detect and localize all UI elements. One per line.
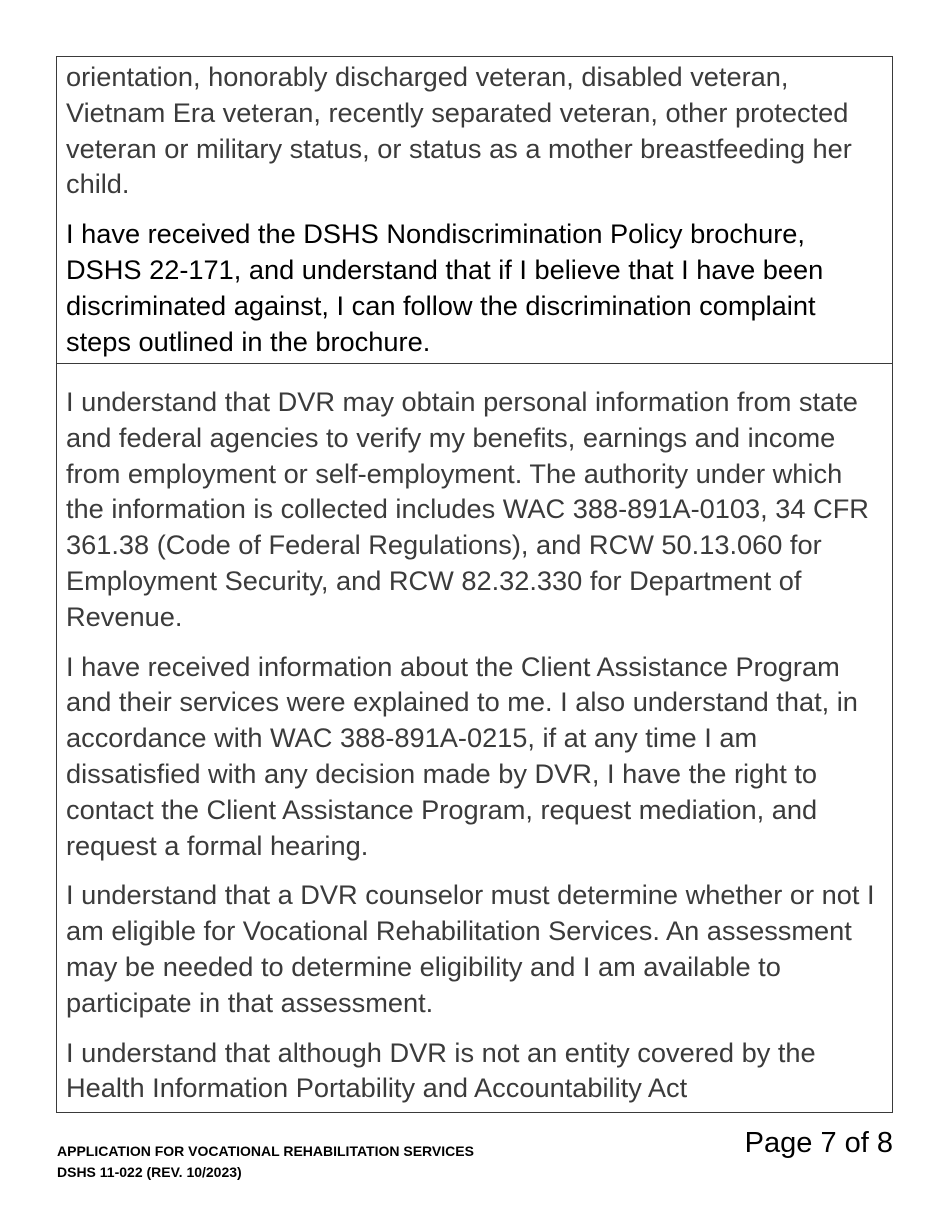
form-content-frame — [56, 56, 893, 1113]
client-assistance-paragraph: I have received information about the Client Assistance Program and their services were explained to me. I also understand that, in accordance with WAC 388-891A-0215, if at any time I am dissatisfied with any decision made by DVR, I have the right to contact the Client Assistance Program, request mediation, and request a formal hearing. — [66, 650, 858, 861]
form-footer — [57, 1141, 474, 1183]
nondiscrimination-section — [57, 59, 892, 364]
information-authority-paragraph: I understand that DVR may obtain personal information from state and federal agencies to verify my benefits, earnings and income from employment or self-employment. The authority under which the information is collected includes WAC 388-891A-0103, 34 CFR 361.38 (Code of Federal Regulations), and RCW 50.13.060 for Employment Security, and RCW 82.32.330 for Department of Revenue. — [66, 386, 869, 632]
acknowledgements-section — [57, 364, 892, 1106]
form-number: DSHS 11-022 (REV. 10/2023) — [57, 1164, 242, 1180]
hipaa-paragraph: I understand that although DVR is not an entity covered by the Health Information Portability and Accountability Act — [66, 1036, 816, 1104]
protected-status-paragraph: orientation, honorably discharged veteran, disabled veteran, Vietnam Era veteran, recently separated veteran, other protected veteran or military status, or status as a mother breastfeeding her child. — [66, 61, 852, 200]
form-title: APPLICATION FOR VOCATIONAL REHABILITATION SERVICES — [57, 1143, 474, 1159]
page-number: Page 7 of 8 — [744, 1127, 893, 1159]
nondiscrimination-brochure-paragraph: I have received the DSHS Nondiscrimination Policy brochure, DSHS 22-171, and understand that if I believe that I have been discriminated against, I can follow the discrimination complaint steps outlined in the brochure. — [66, 218, 824, 357]
eligibility-paragraph: I understand that a DVR counselor must determine whether or not I am eligible for Vocational Rehabilitation Services. An assessment may be needed to determine eligibility and I am available to participate in that assessment. — [66, 879, 875, 1018]
